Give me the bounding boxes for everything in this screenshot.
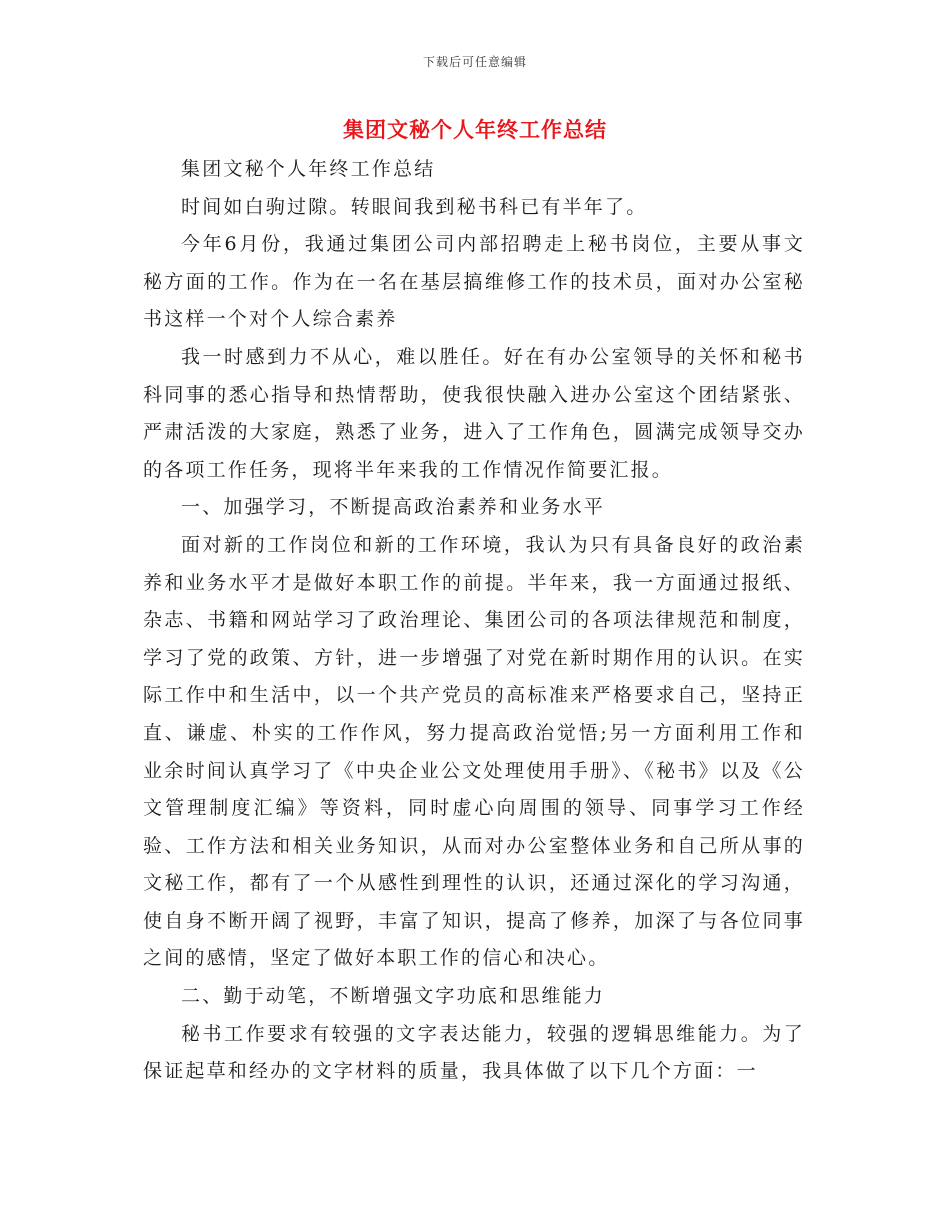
header-note: 下载后可任意编辑 bbox=[422, 55, 527, 69]
paragraph-subtitle: 集团文秘个人年终工作总结 bbox=[181, 158, 436, 180]
paragraph: 时间如白驹过隙。转眼间我到秘书科已有半年了。 bbox=[181, 195, 648, 218]
paragraph: 今年6月份，我通过集团公司内部招聘走上秘书岗位，主要从事文秘方面的工作。作为在一名在基层搞维修工作的技术员，面对办公室秘书这样一个对个人综合素养 bbox=[143, 233, 805, 331]
section-heading: 一、加强学习，不断提高政治素养和业务水平 bbox=[181, 496, 606, 519]
paragraph: 秘书工作要求有较强的文字表达能力，较强的逻辑思维能力。为了保证起草和经办的文字材料的质量，我具体做了以下几个方面：一 bbox=[143, 1022, 805, 1083]
paragraph: 面对新的工作岗位和新的工作环境，我认为只有具备良好的政治素养和业务水平才是做好本职工作的前提。半年来，我一方面通过报纸、杂志、书籍和网站学习了政治理论、集团公司的各项法律规范和制度，学习了党的政策、方针，进一步增强了对党在新时期作用的认识。在实际工作中和生活中，以一个共产党员的高标准来严格要求自己，坚持正直、谦虚、朴实的工作作风，努力提高政治觉悟;另一方面利用工作和业余时间认真学习了《中央企业公文处理使用手册》、《秘书》以及《公文管理制度汇编》等资料，同时虚心向周围的领导、同事学习工作经验、工作方法和相关业务知识，从而对办公室整体业务和自己所从事的文秘工作，都有了一个从感性到理性的认识，还通过深化的学习沟通，使自身不断开阔了视野，丰富了知识，提高了修养，加深了与各位同事之间的感情，坚定了做好本职工作的信心和决心。 bbox=[143, 533, 805, 970]
paragraph: 我一时感到力不从心，难以胜任。好在有办公室领导的关怀和秘书科同事的悉心指导和热情帮助，使我很快融入进办公室这个团结紧张、严肃活泼的大家庭，熟悉了业务，进入了工作角色，圆满完成领导交办的各项工作任务，现将半年来我的工作情况作简要汇报。 bbox=[143, 345, 805, 481]
section-heading: 二、勤于动笔，不断增强文字功底和思维能力 bbox=[181, 985, 606, 1008]
document-title: 集团文秘个人年终工作总结 bbox=[343, 118, 607, 142]
document-body bbox=[143, 151, 805, 1091]
